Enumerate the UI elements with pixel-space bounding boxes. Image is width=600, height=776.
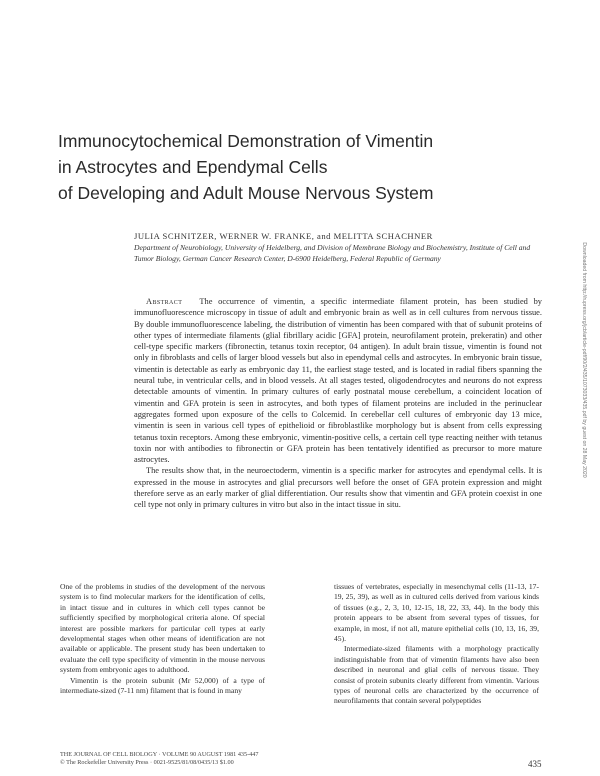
title-line-1: Immunocytochemical Demonstration of Vimentin bbox=[58, 131, 434, 151]
journal-footer bbox=[60, 751, 270, 767]
abstract-paragraph-1 bbox=[134, 296, 542, 465]
abstract-text-1: The occurrence of vimentin, a specific intermediate filament protein, has been studied by immunofluorescence microscopy in tissue of adult and embryonic brain as well as in cell cultures from nervous tissue. By double immunofluorescence labeling, the distribution of vimentin has been compared with that of subunit proteins of other types of intermediate filaments (glial fibrillary acidic [GFA] protein, neurofilament protein, prekeratin) and other cell-type specific markers (fibronectin, tetanus toxin receptor, 04 antigen). In adult brain tissue, vimentin is found not only in fibroblasts and cells of larger blood vessels but also in ependymal cells and astrocytes. In embryonic brain tissue, vimentin is detectable as early as embryonic day 11, the earliest stage tested, and is located in radial fibers spanning the neural tube, in ventricular cells, and in blood vessels. At all stages tested, oligodendrocytes and neurons do not express detectable amounts of vimentin. In primary cultures of early postnatal mouse cerebellum, a coincident location of vimentin and GFA protein is seen in astrocytes, and both types of filament proteins are included in the perinuclear aggregates formed upon exposure of the cells to Colcemid. In cerebellar cell cultures of embryonic day 13 mice, vimentin is seen in various cell types of epithelioid or fibroblastlike morphology but is absent from cells expressing tetanus toxin receptors. Among these embryonic, vimentin-positive cells, a certain cell type reacting neither with tetanus toxin nor with antibodies to fibronectin or GFA protein has been tentatively identified as precursor to more mature astrocytes. bbox=[134, 297, 542, 465]
title-line-3: of Developing and Adult Mouse Nervous System bbox=[58, 183, 434, 203]
abstract-label: Abstract bbox=[146, 297, 183, 306]
author-affiliation: Department of Neurobiology, University of Heidelberg, and Division of Membrane Biology and Biochemistry, Institute of Cell and Tumor Biology, German Cancer Research Center, D-6900 Heidelberg, Federal Republic of Germany bbox=[134, 243, 531, 263]
journal-citation: THE JOURNAL OF CELL BIOLOGY · VOLUME 90 AUGUST 1981 435-447 bbox=[60, 751, 259, 758]
copyright-notice: © The Rockefeller University Press · 0021-9525/81/08/0435/13 $1.00 bbox=[60, 759, 234, 766]
body-column-left bbox=[60, 582, 265, 696]
body-paragraph: Intermediate-sized filaments with a morphology practically indistinguishable from that of vimentin filaments have also been described in neuronal and glial cells of nervous tissue. They consist of protein subunits clearly different from vimentin. Various types of neuronal cells are characterized by the occurrence of neurofilaments that contain several polypeptides bbox=[334, 644, 539, 706]
title-line-2: in Astrocytes and Ependymal Cells bbox=[58, 157, 328, 177]
body-paragraph: Vimentin is the protein subunit (Mr 52,000) of a type of intermediate-sized (7-11 nm) filament that is found in many bbox=[60, 675, 265, 696]
download-note: Downloaded from http://rupress.org/jcb/article-pdf/90/2/435/1073033/435.pdf by guest on 28 May 2020 bbox=[581, 242, 587, 478]
body-paragraph: tissues of vertebrates, especially in mesenchymal cells (11-13, 17-19, 25, 39), as well as in cultured cells derived from various kinds of tissues (e.g., 2, 3, 10, 12-15, 18, 22, 33, 44). In the body this protein appears to be absent from several types of tissues, for example, in most, if not all, mature epithelial cells (10, 13, 16, 39, 45). bbox=[334, 582, 539, 644]
body-paragraph: One of the problems in studies of the development of the nervous system is to find molecular markers for the identification of cells, in intact tissue and in cultures in which cell types cannot be sufficiently specified by morphological criteria alone. Of special interest are possible markers for particular cell types at early developmental stages when other means of identification are not available or applicable. The present study has been undertaken to evaluate the cell type specificity of vimentin in the mouse nervous system from embryonic ages to adulthood. bbox=[60, 582, 265, 675]
page-number: 435 bbox=[528, 759, 542, 769]
abstract bbox=[134, 296, 542, 511]
article-title bbox=[58, 128, 538, 206]
abstract-paragraph-2: The results show that, in the neuroectoderm, vimentin is a specific marker for astrocytes and ependymal cells. It is expressed in the mouse in astrocytes and glial precursors well before the onset of GFA protein expression and might therefore serve as an early marker of glial differentiation. Our results show that vimentin and GFA protein coexist in one cell type not only in primary cultures in vitro but also in the intact tissue in situ. bbox=[134, 466, 542, 510]
body-column-right bbox=[334, 582, 539, 707]
author-list: JULIA SCHNITZER, WERNER W. FRANKE, and MELITTA SCHACHNER bbox=[134, 231, 433, 241]
download-watermark bbox=[578, 120, 590, 600]
